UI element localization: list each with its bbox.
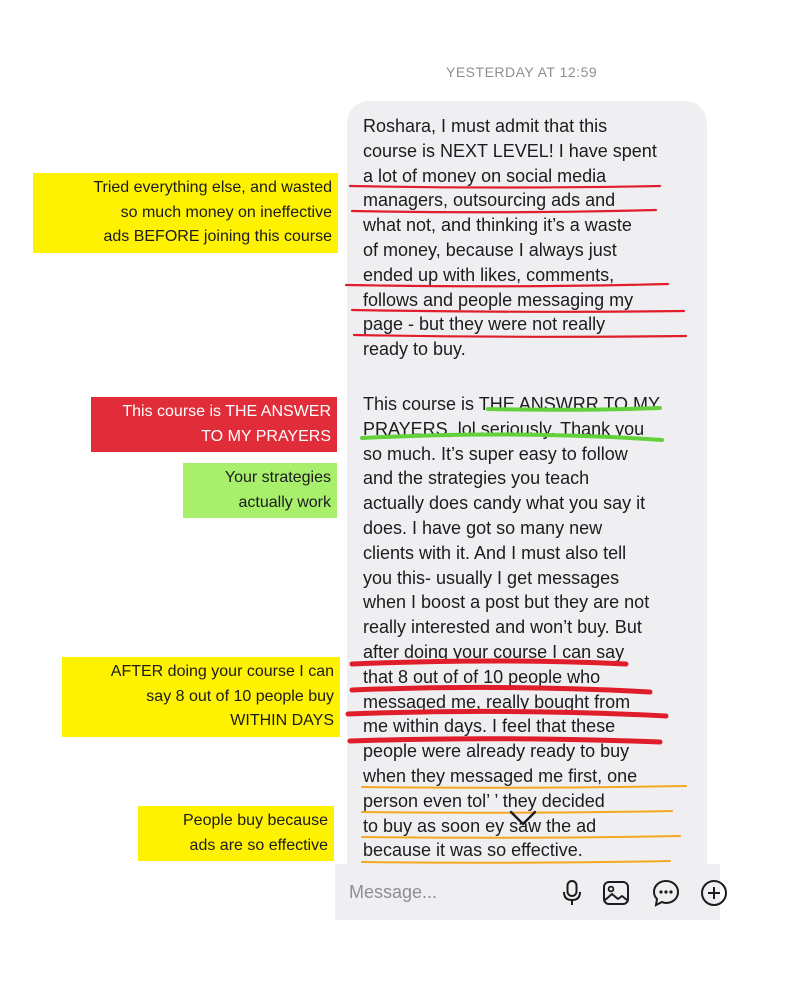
message-line: course is NEXT LEVEL! I have spent [363,140,657,161]
message-line: after doing your course I can say [363,641,625,662]
message-line: so much. It’s super easy to follow [363,443,628,464]
message-line: ended up with likes, comments, [363,264,615,285]
timestamp: YESTERDAY AT 12:59 [446,64,598,80]
highlight-strategies-work: Your strategies actually work [183,463,337,518]
message-line: to buy as soon ey saw the ad [363,815,597,836]
message-input[interactable]: Message... [349,882,438,902]
message-line: when I boost a post but they are not [363,592,650,613]
highlight-ads-effective: People buy because ads are so effective [138,806,334,861]
message-line: actually does candy what you say it [363,493,646,514]
highlight-wasted-money: Tried everything else, and wasted so much money on ineffective ads BEFORE joining this course [33,173,338,253]
message-line: me within days. I feel that these [363,716,616,737]
message-line: because it was so effective. [363,840,583,861]
chevron-down-icon[interactable] [505,806,541,830]
message-line: PRAYERS, lol seriously. Thank you [363,418,645,439]
message-line: a lot of money on social media [363,165,607,186]
message-line: managers, outsourcing ads and [363,190,616,211]
message-line: of money, because I always just [363,239,617,260]
message-line: when they messaged me first, one [363,765,638,786]
message-composer [335,864,720,920]
message-line: what not, and thinking it’s a waste [363,215,632,236]
message-line: and the strategies you teach [363,468,590,489]
message-line: page - but they were not really [363,314,606,335]
message-line: that 8 out of of 10 people who [363,666,601,687]
sticker-icon[interactable] [651,878,681,908]
message-line: This course is THE ANSWRR TO MY [363,394,661,414]
image-icon[interactable] [601,878,631,908]
message-line: does. I have got so many new [363,517,603,538]
message-line: ready to buy. [363,339,466,360]
message-paragraph-2 [363,392,703,863]
message-line: people were already ready to buy [363,741,630,762]
highlight-answer-prayers: This course is THE ANSWER TO MY PRAYERS [91,397,337,452]
highlight-8-of-10: AFTER doing your course I can say 8 out of 10 people buy WITHIN DAYS [62,657,340,737]
message-line: clients with it. And I must also tell [363,542,627,563]
message-line: messaged me, really bought from [363,691,631,712]
message-line: you this- usually I get messages [363,567,620,588]
message-line: follows and people messaging my [363,289,634,310]
message-paragraph-1 [363,114,703,362]
message-line: person even tol’ ’ they decided [363,790,605,811]
microphone-icon[interactable] [557,878,587,908]
message-line: really interested and won’t buy. But [363,617,642,638]
message-line: Roshara, I must admit that this [363,116,608,136]
add-icon[interactable] [699,878,729,908]
